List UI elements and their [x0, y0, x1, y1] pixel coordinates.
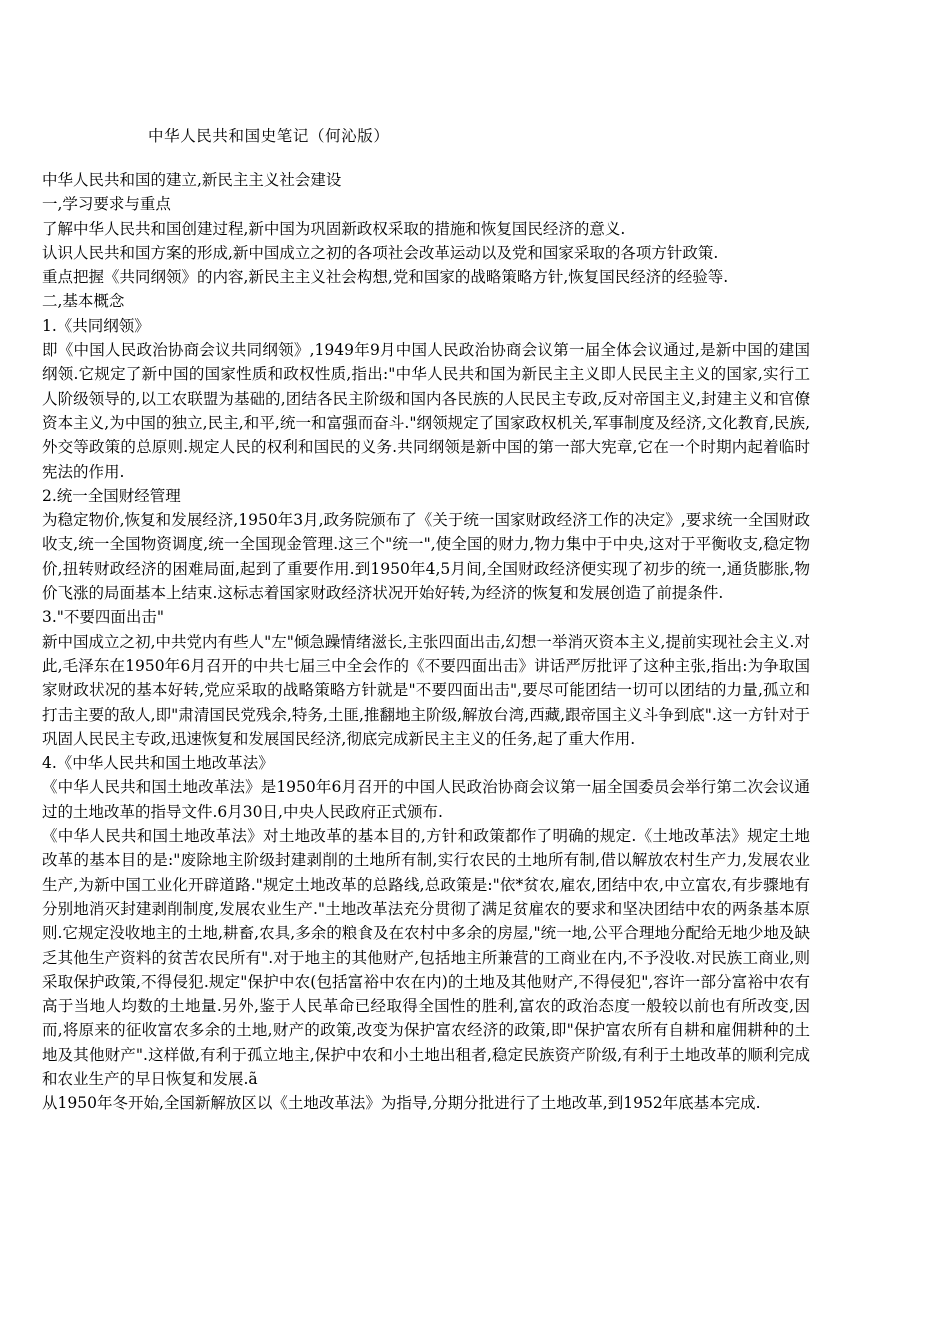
concept-paragraph: 从1950年冬开始,全国新解放区以《土地改革法》为指导,分期分批进行了土地改革,到1952年底基本完成. — [42, 1094, 761, 1113]
concept-heading: 2.统一全国财经管理 — [42, 486, 181, 505]
requirement-line: 认识人民共和国方案的形成,新中国成立之初的各项社会改革运动以及党和国家采取的各项方针政策. — [42, 243, 719, 262]
requirement-line: 重点把握《共同纲领》的内容,新民主主义社会构想,党和国家的战略策略方针,恢复国民经济的经验等. — [42, 268, 729, 287]
concept-paragraph: 为稳定物价,恢复和发展经济,1950年3月,政务院颁布了《关于统一国家财政经济工作的决定》,要求统一全国财政收支,统一全国物资调度,统一全国现金管理.这三个"统一",使全国的财力,物力集中于中央,这对于平衡收支,稳定物价,扭转财政经济的困难局面,起到了重要作用.到1950年4,5月间,全国财政经济便实现了初步的统一,通货膨胀,物价飞涨的局面基本上结束.这标志着国家财政经济状况开始好转,为经济的恢复和发展创造了前提条件. — [42, 511, 810, 603]
section-heading: 中华人民共和国的建立,新民主主义社会建设 — [42, 171, 342, 189]
subsection-heading: 一,学习要求与重点 — [42, 195, 171, 214]
subsection-heading: 二,基本概念 — [42, 292, 125, 311]
concept-paragraph: 即《中国人民政治协商会议共同纲领》,1949年9月中国人民政治协商会议第一届全体会议通过,是新中国的建国纲领.它规定了新中国的国家性质和政权性质,指出:"中华人民共和国为新民主主义即人民民主主义的国家,实行工人阶级领导的,以工农联盟为基础的,团结各民主阶级和国内各民族的人民民主专政,反对帝国主义,封建主义和官僚资本主义,为中国的独立,民主,和平,统一和富强而奋斗."纲领规定了国家政权机关,军事制度及经济,文化教育,民族,外交等政策的总原则.规定人民的权利和国民的义务.共同纲领是新中国的第一部大宪章,它在一个时期内起着临时宪法的作用. — [42, 341, 810, 481]
requirement-line: 了解中华人民共和国创建过程,新中国为巩固新政权采取的措施和恢复国民经济的意义. — [42, 219, 626, 238]
document-title: 中华人民共和国史笔记（何沁版） — [148, 127, 390, 145]
concept-paragraph: 《中华人民共和国土地改革法》是1950年6月召开的中国人民政治协商会议第一届全国委员会举行第二次会议通过的土地改革的指导文件.6月30日,中央人民政府正式颁布. — [42, 778, 810, 821]
concept-heading: 3."不要四面出击" — [42, 608, 165, 627]
concept-heading: 4.《中华人民共和国土地改革法》 — [42, 754, 274, 773]
concept-paragraph: 新中国成立之初,中共党内有些人"左"倾急躁情绪滋长,主张四面出击,幻想一举消灭资本主义,提前实现社会主义.对此,毛泽东在1950年6月召开的中共七届三中全会作的《不要四面出击》讲话严厉批评了这种主张,指出:为争取国家财政状况的基本好转,党应采取的战略策略方针就是"不要四面出击",要尽可能团结一切可以团结的力量,孤立和打击主要的敌人,即"肃清国民党残余,特务,土匪,推翻地主阶级,解放台湾,西藏,跟帝国主义斗争到底".这一方针对于巩固人民民主专政,迅速恢复和发展国民经济,彻底完成新民主主义的任务,起了重大作用. — [42, 632, 810, 748]
concept-paragraph: 《中华人民共和国土地改革法》对土地改革的基本目的,方针和政策都作了明确的规定.《土地改革法》规定土地改革的基本目的是:"废除地主阶级封建剥削的土地所有制,实行农民的土地所有制,借以解放农村生产力,发展农业生产,为新中国工业化开辟道路."规定土地改革的总路线,总政策是:"依*贫农,雇农,团结中农,中立富农,有步骤地有分别地消灭封建剥削制度,发展农业生产."土地改革法充分贯彻了满足贫雇农的要求和坚决团结中农的两条基本原则.它规定没收地主的土地,耕畜,农具,多余的粮食及在农村中多余的房屋,"统一地,公平合理地分配给无地少地及缺乏其他生产资料的贫苦农民所有".对于地主的其他财产,包括地主所兼营的工商业在内,不予没收.对民族工商业,则采取保护政策,不得侵犯.规定"保护中农(包括富裕中农在内)的土地及其他财产,不得侵犯",容许一部分富裕中农有高于当地人均数的土地量.另外,鉴于人民革命已经取得全国性的胜利,富农的政治态度一般较以前也有所改变,因而,将原来的征收富农多余的土地,财产的政策,改变为保护富农经济的政策,即"保护富农所有自耕和雇佣耕种的土地及其他财产".这样做,有利于孤立地主,保护中农和小土地出租者,稳定民族资产阶级,有利于土地改革的顺利完成和农业生产的早日恢复和发展.ã — [42, 827, 810, 1088]
document-body — [42, 168, 810, 1116]
concept-heading: 1.《共同纲领》 — [42, 316, 150, 335]
